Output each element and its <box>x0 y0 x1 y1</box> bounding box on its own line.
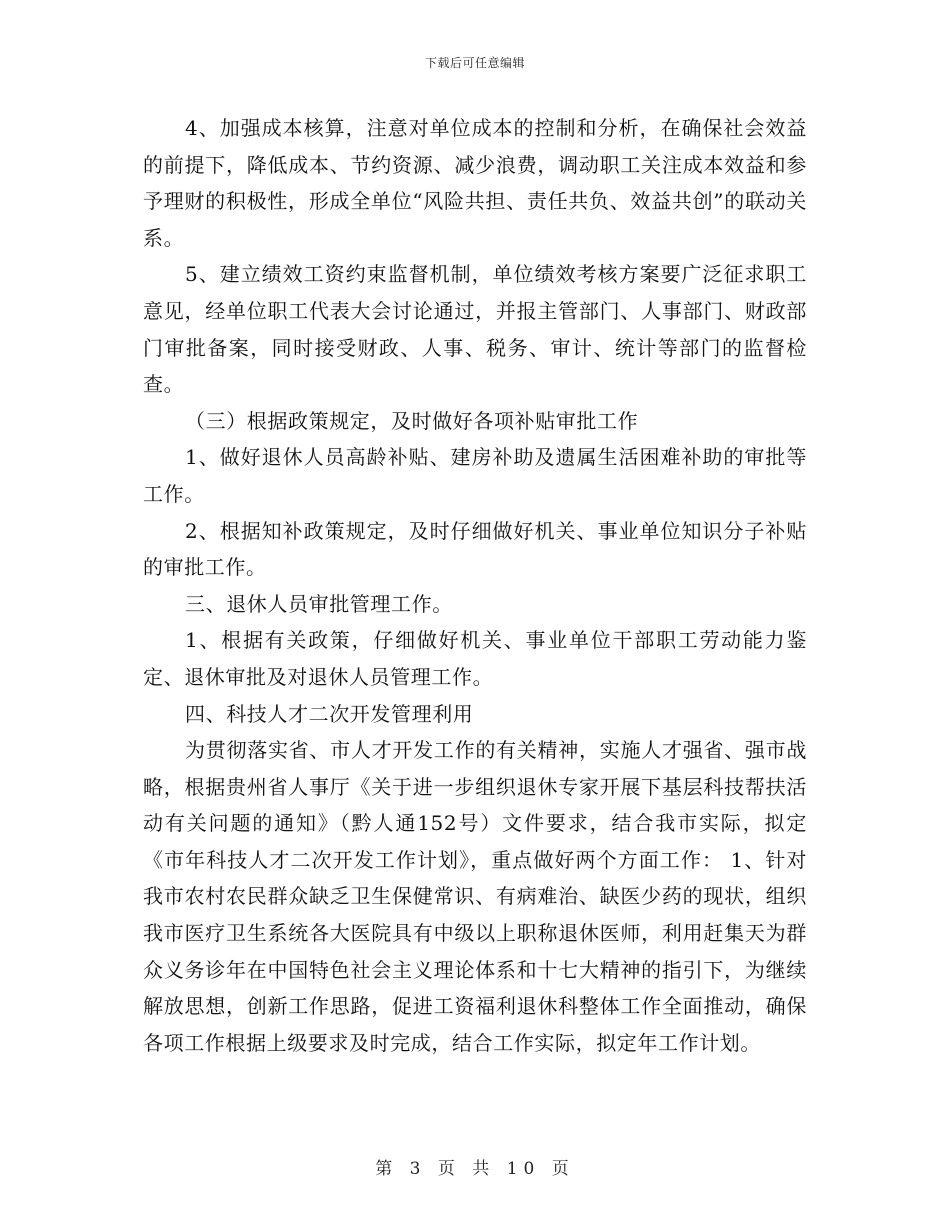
paragraph-retirement-approval: 1、根据有关政策，仔细做好机关、事业单位干部职工劳动能力鉴定、退休审批及对退休人员管理工作。 <box>143 628 807 689</box>
paragraph-performance-pay: 5、建立绩效工资约束监督机制，单位绩效考核方案要广泛征求职工意见，经单位职工代表大会讨论通过，并报主管部门、人事部门、财政部门审批备案，同时接受财政、人事、税务、审计、统计等部门的监督检查。 <box>143 262 807 397</box>
document-body <box>143 110 807 1061</box>
section-heading-subsidy: （三）根据政策规定，及时做好各项补贴审批工作 <box>185 408 639 433</box>
paragraph-cost-accounting: 4、加强成本核算，注意对单位成本的控制和分析，在确保社会效益的前提下，降低成本、节约资源、减少浪费，调动职工关注成本效益和参予理财的积极性，形成全单位“风险共担、责任共负、效益共创”的联动关系。 <box>143 116 807 250</box>
paragraph-intellectual-subsidy: 2、根据知补政策规定，及时仔细做好机关、事业单位知识分子补贴的审批工作。 <box>143 518 807 580</box>
section-heading-retirement: 三、退休人员审批管理工作。 <box>185 591 453 616</box>
paragraph-talent-plan: 为贯彻落实省、市人才开发工作的有关精神，实施人才强省、强市战略，根据贵州省人事厅《关于进一步组织退休专家开展下基层科技帮扶活动有关问题的通知》（黔人通152号）文件要求，结合我市实际，拟定《市年科技人才二次开发工作计划》，重点做好两个方面工作： 1、针对我市农村农民群众缺乏卫生保健常识、有病难治、缺医少药的现状，组织我市医疗卫生系统各大医院具有中级以上职称退休医师，利用赶集天为群众义务诊年在中国特色社会主义理论体系和十七大精神的指引下，为继续解放思想，创新工作思路，促进工资福利退休科整体工作全面推动，确保各项工作根据上级要求及时完成，结合工作实际，拟定年工作计划。 <box>143 738 807 1055</box>
section-heading-talent: 四、科技人才二次开发管理利用 <box>185 701 474 726</box>
page-number: 第 3 页 共 10 页 <box>375 1159 575 1179</box>
paragraph-retiree-subsidy: 1、做好退休人员高龄补贴、建房补助及遗属生活困难补助的审批等工作。 <box>143 445 807 506</box>
page-header: 下载后可任意编辑 <box>424 56 525 70</box>
